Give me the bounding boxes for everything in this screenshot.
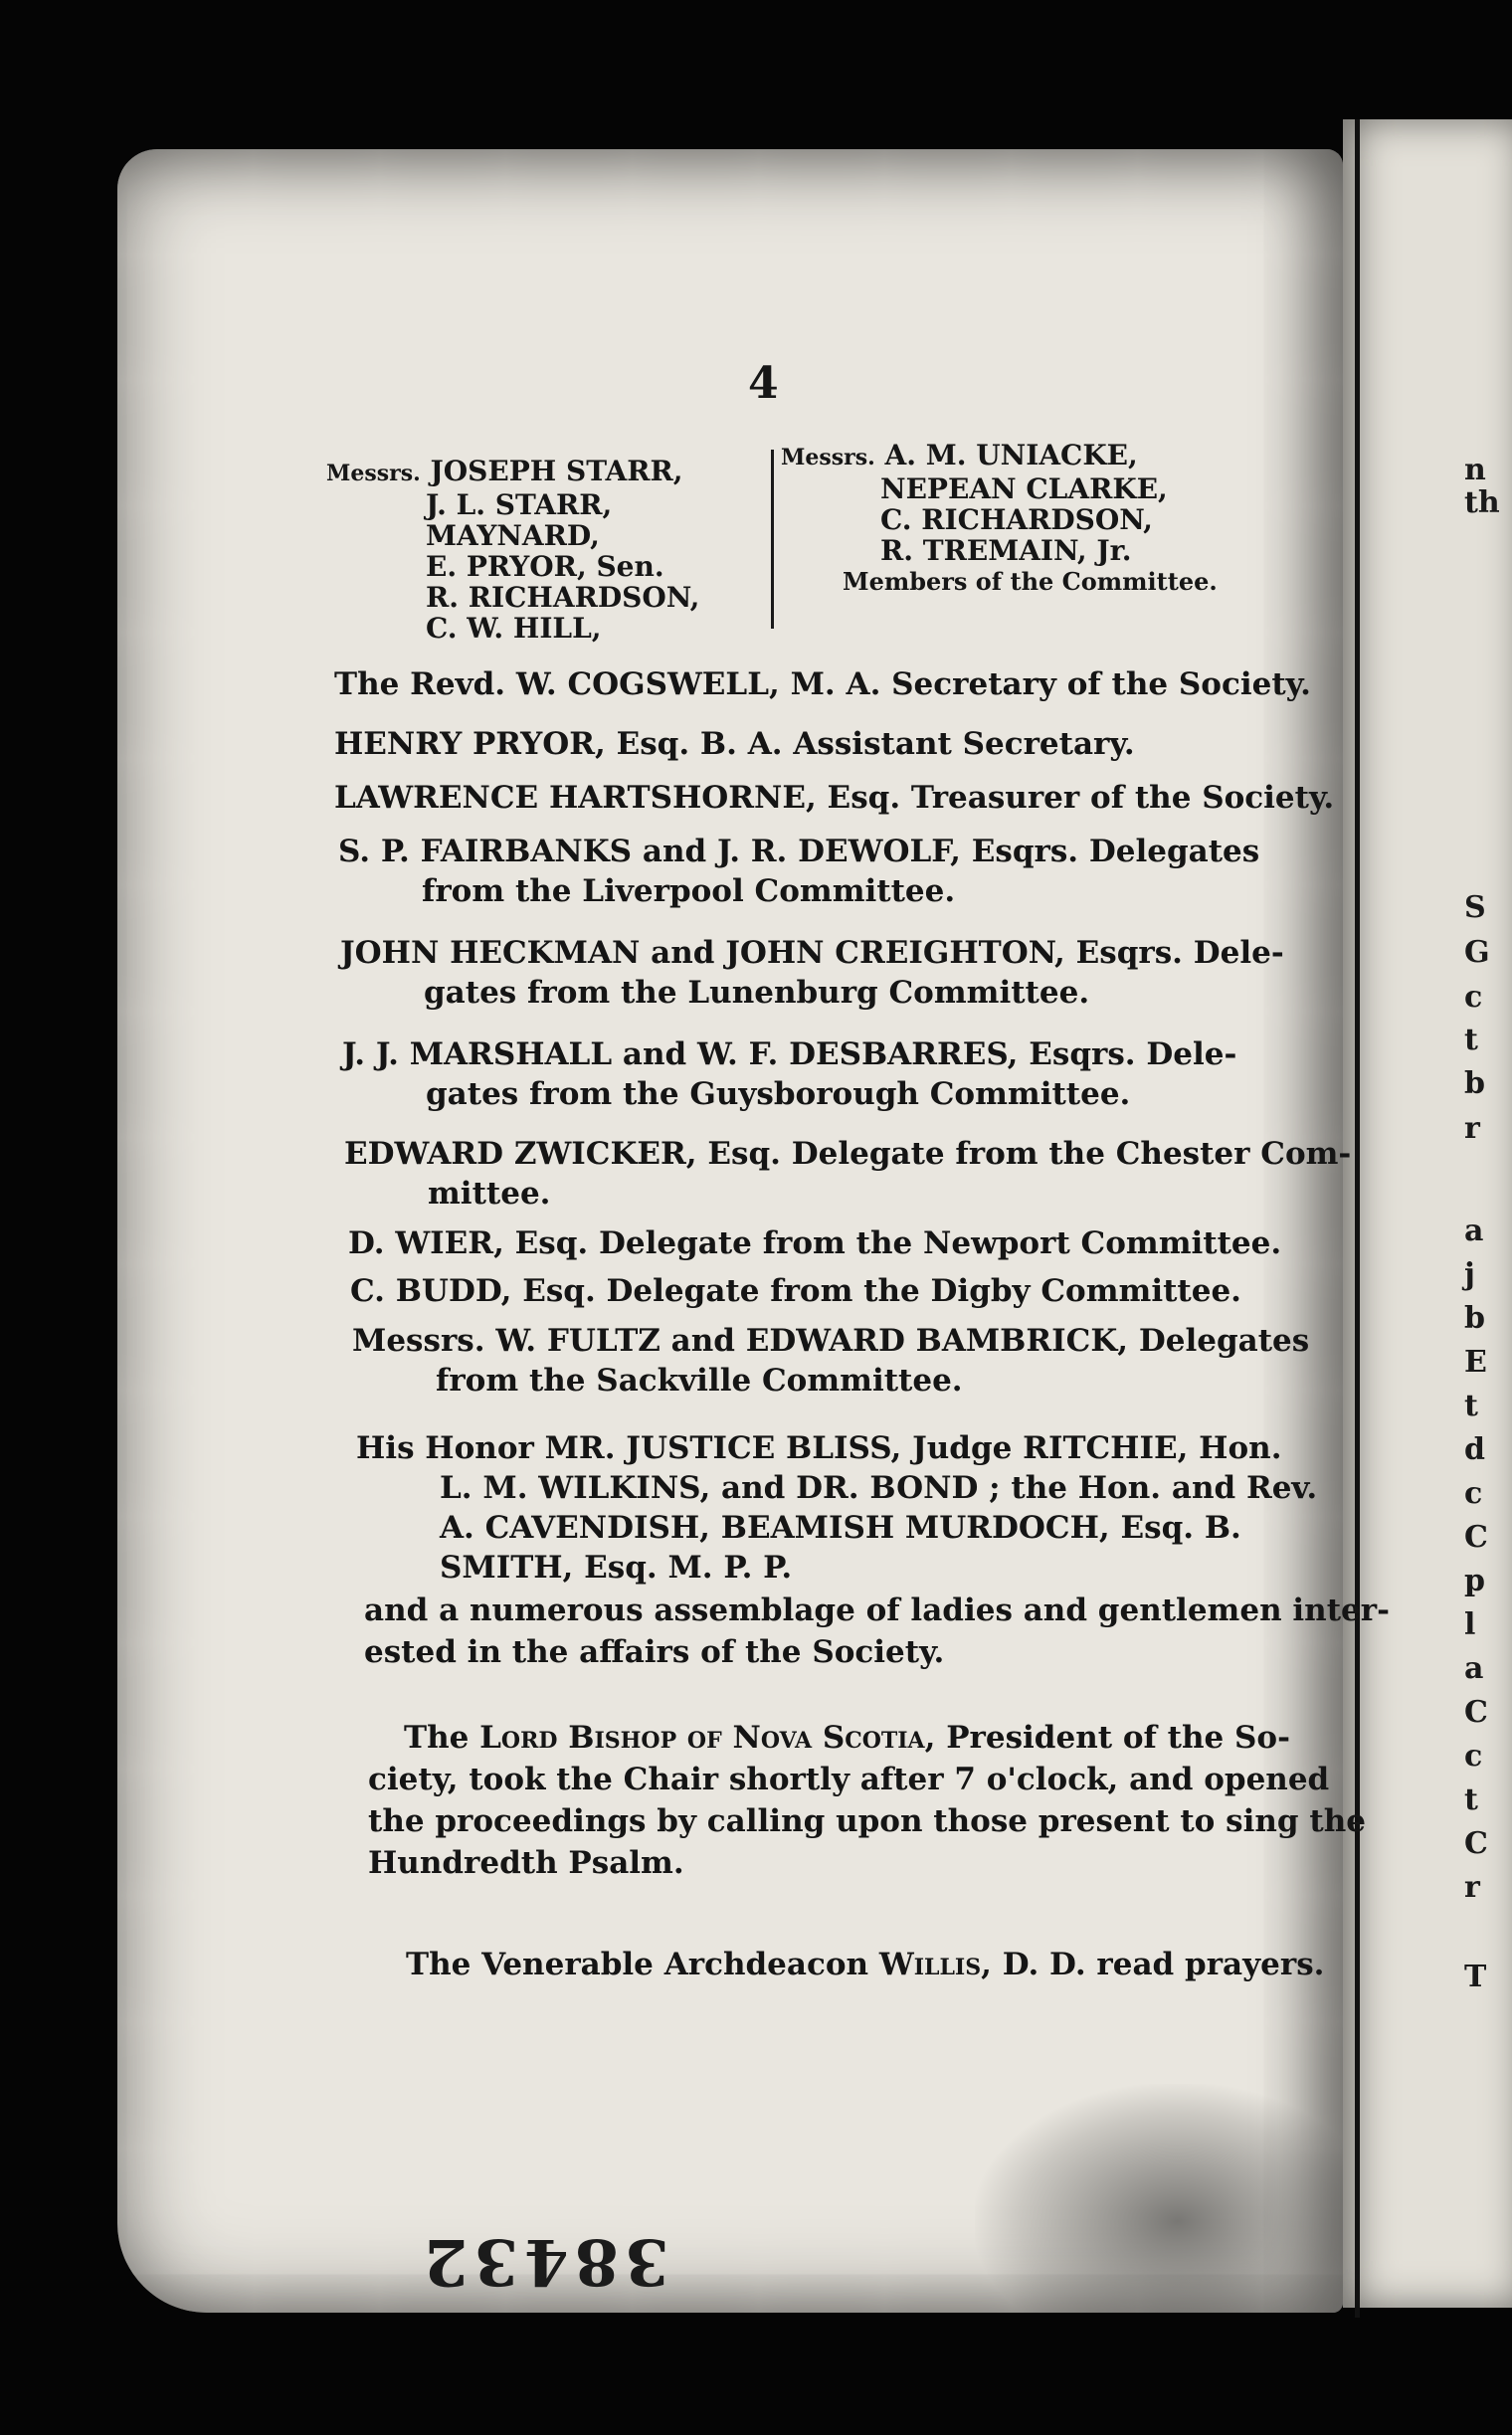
adjacent-page-letter: t [1464,1782,1478,1817]
committee-right-column [781,440,1218,597]
committee-name: C. RICHARDSON, [880,503,1153,536]
entry-line: Messrs. W. FULTZ and EDWARD BAMBRICK, Delegates [352,1323,1310,1359]
entry-dignitaries [356,1428,1317,1588]
entry-secretary [334,664,1311,704]
adjacent-page-letter: th [1464,485,1500,520]
paragraph-text: The [404,1720,480,1756]
entry-line: mittee. [428,1176,551,1212]
adjacent-page-letter: t [1464,1023,1478,1057]
entry-line: from the Liverpool Committee. [422,873,956,909]
entry-line: EDWARD ZWICKER, Esq. Delegate from the Chester Com- [344,1136,1352,1172]
page-gutter-line [1355,119,1360,2318]
adjacent-page-letter: r [1464,1111,1480,1146]
entry-line: His Honor MR. JUSTICE BLISS, Judge RITCHIE, Hon. [356,1430,1282,1466]
entry-line: D. WIER, Esq. Delegate from the Newport Committee. [348,1225,1282,1261]
entry-line: L. M. WILKINS, and DR. BOND ; the Hon. and Rev. [440,1470,1318,1506]
entry-line: A. CAVENDISH, BEAMISH MURDOCH, Esq. B. [440,1510,1241,1546]
adjacent-page-letter: a [1464,1651,1484,1686]
entry-line: JOHN HECKMAN and JOHN CREIGHTON, Esqrs. Dele- [340,935,1284,971]
adjacent-page-letter: C [1464,1695,1488,1730]
paragraph-prayers [406,1944,1324,1985]
entry-line: SMITH, Esq. M. P. P. [440,1550,793,1586]
committee-name: NEPEAN CLARKE, [880,472,1168,505]
paragraph-line: ciety, took the Chair shortly after 7 o'clock, and opened [368,1762,1330,1797]
archdeacon-name: Willis [878,1947,982,1982]
adjacent-page-letter: c [1464,980,1483,1015]
committee-right-prefix: Messrs. [781,445,875,470]
adjacent-page-letter: C [1464,1826,1488,1861]
adjacent-page-letter: j [1464,1257,1475,1292]
entry-line: gates from the Lunenburg Committee. [424,975,1090,1011]
adjacent-page-letter: d [1464,1432,1485,1467]
adjacent-page-letter: a [1464,1214,1484,1248]
entry-line: S. P. FAIRBANKS and J. R. DEWOLF, Esqrs. Delegates [338,834,1260,869]
entry-line: HENRY PRYOR, Esq. B. A. Assistant Secretary. [334,726,1135,762]
entry-line: C. BUDD, Esq. Delegate from the Digby Committee. [350,1273,1241,1309]
entry-line: The Revd. W. COGSWELL, M. A. Secretary of the Society. [334,666,1311,702]
paragraph-chair [368,1717,1366,1884]
adjacent-page-letter: l [1464,1607,1476,1642]
page-number: 4 [748,358,779,409]
adjacent-page-letter: p [1464,1564,1485,1598]
paragraph-line: ested in the affairs of the Society. [364,1634,945,1670]
adjacent-page-letter: b [1464,1066,1485,1101]
paragraph-line: the proceedings by calling upon those present to sing the [368,1803,1366,1839]
entry-line: gates from the Guysborough Committee. [426,1076,1131,1112]
entry-sackville-delegates [352,1321,1309,1401]
committee-caption: Members of the Committee. [843,567,1218,596]
entry-digby-delegate [350,1271,1241,1311]
committee-left-prefix: Messrs. [326,461,421,486]
adjacent-page-letter: r [1464,1870,1480,1905]
adjacent-page-letter: c [1464,1476,1483,1511]
committee-name: J. L. STARR, [426,488,613,521]
entry-liverpool-delegates [338,832,1259,911]
committee-name: R. RICHARDSON, [426,581,700,614]
adjacent-page-letter: C [1464,1520,1488,1555]
committee-name: C. W. HILL, [426,612,602,645]
adjacent-page-letter: S [1464,890,1486,925]
paragraph-line: and a numerous assemblage of ladies and gentlemen inter- [364,1592,1390,1628]
paragraph-line: Hundredth Psalm. [368,1845,684,1881]
paragraph-text: , D. D. read prayers. [981,1947,1325,1982]
bishop-title: Lord Bishop of Nova Scotia [479,1720,925,1756]
adjacent-page-letter: b [1464,1301,1485,1336]
committee-name: E. PRYOR, Sen. [426,550,664,583]
inventory-stamp: 38432 [418,2224,669,2299]
committee-left-column [326,456,699,644]
entry-line: from the Sackville Committee. [436,1363,963,1399]
entry-lunenburg-delegates [340,933,1284,1013]
committee-name: A. M. UNIACKE, [884,439,1138,471]
entry-chester-delegate [344,1134,1351,1214]
paragraph-text: , President of the So- [924,1720,1290,1756]
adjacent-page-letter: E [1464,1345,1487,1380]
committee-name: R. TREMAIN, Jr. [880,534,1132,567]
entry-treasurer [334,778,1334,818]
paragraph-text: The Venerable Archdeacon [406,1947,879,1982]
adjacent-page [1343,119,1512,2308]
entry-newport-delegate [348,1223,1281,1263]
entry-assistant-secretary [334,724,1135,764]
adjacent-page-letter: c [1464,1739,1483,1774]
adjacent-page-letter: t [1464,1389,1478,1423]
adjacent-page-letter: G [1464,935,1490,970]
adjacent-page-letter: T [1464,1960,1487,1994]
entry-line: LAWRENCE HARTSHORNE, Esq. Treasurer of the Society. [334,780,1335,816]
column-divider [771,450,774,629]
water-stain [975,2084,1343,2313]
entry-line: J. J. MARSHALL and W. F. DESBARRES, Esqrs. Dele- [342,1036,1237,1072]
closing-line [364,1590,1390,1673]
entry-guysborough-delegates [342,1034,1236,1114]
committee-name: JOSEPH STARR, [430,455,683,487]
adjacent-page-letter: n [1464,453,1486,487]
committee-name: MAYNARD, [426,519,600,552]
